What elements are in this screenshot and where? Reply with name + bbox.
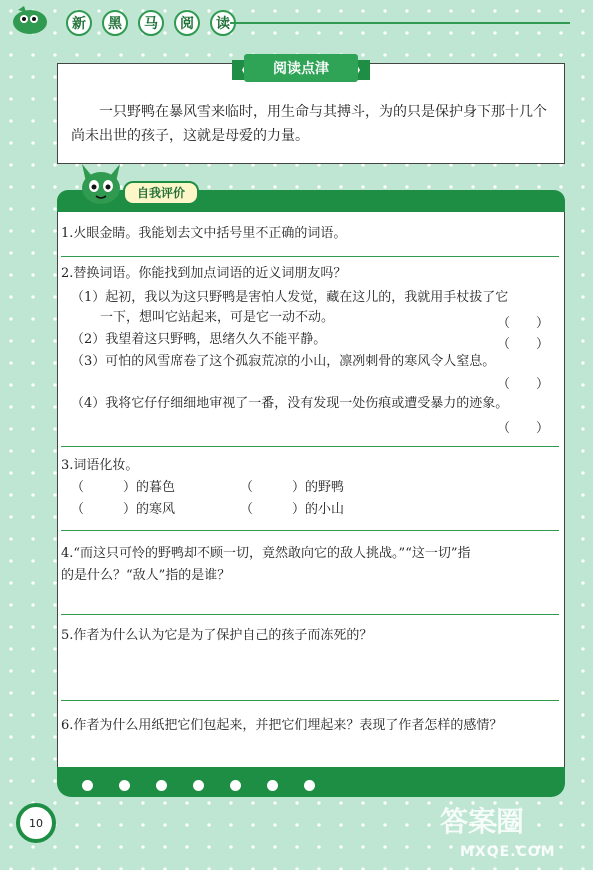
- question-5: 5.作者为什么认为它是为了保护自己的孩子而冻死的？: [61, 628, 373, 643]
- answer-line: [61, 446, 559, 447]
- question-2-item-1-line-2: 一下，想叫它站起来，可是它一动不动。: [100, 310, 335, 325]
- question-2-item-4: （4）我将它仔仔细细地审视了一番，没有发现一处伤痕或遭受暴力的迹象。: [71, 396, 509, 411]
- question-2-title: 2.替换词语。你能找到加点词语的近义词朋友吗？: [61, 266, 347, 281]
- answer-line: [61, 256, 559, 257]
- dot: [82, 780, 93, 791]
- series-title-char: 黑: [102, 10, 128, 36]
- question-4-line-2: 的是什么？“敌人”指的是谁？: [61, 568, 231, 583]
- question-1: 1.火眼金睛。我能划去文中括号里不正确的词语。: [61, 226, 347, 241]
- answer-line: [61, 530, 559, 531]
- cat-mascot-icon: [76, 160, 126, 206]
- answer-blank[interactable]: （ ）: [497, 377, 550, 392]
- reading-tips-text: 一只野鸭在暴风雪来临时，用生命与其搏斗，为的只是保护身下那十几个尚未出世的孩子，这就是母爱的力量。: [71, 104, 547, 144]
- watermark-text: 答案圈: [440, 805, 525, 838]
- series-title: [66, 10, 236, 36]
- question-3-title: 3.词语化妆。: [61, 458, 139, 473]
- answer-line[interactable]: [61, 614, 559, 615]
- dot: [304, 780, 315, 791]
- question-2-item-2: （2）我望着这只野鸭，思绪久久不能平静。: [71, 332, 327, 347]
- answer-blank[interactable]: （ ）: [497, 337, 550, 352]
- dot: [230, 780, 241, 791]
- question-2-item-1-line-1: （1）起初，我以为这只野鸭是害怕人发觉，藏在这儿的，我就用手杖拔了它: [71, 290, 509, 305]
- dot: [156, 780, 167, 791]
- header-rule: [230, 22, 570, 24]
- watermark-url: MXQE.COM: [460, 844, 556, 860]
- series-title-char: 阅: [174, 10, 200, 36]
- question-3-blank-b[interactable]: （ ）的野鸭: [240, 480, 345, 495]
- question-2-item-3: （3）可怕的风雪席卷了这个孤寂荒凉的小山，凛冽刺骨的寒风令人窒息。: [71, 354, 496, 369]
- horse-logo-icon: [10, 4, 50, 36]
- question-4-line-1: 4.“而这只可怜的野鸭却不顾一切，竟然敢向它的敌人挑战。”“这一切”指: [61, 546, 471, 561]
- series-title-char: 读: [210, 10, 236, 36]
- watermark-logo: [440, 800, 580, 864]
- question-3-blank-c[interactable]: （ ）的寒风: [71, 502, 176, 517]
- question-3-blank-d[interactable]: （ ）的小山: [240, 502, 345, 517]
- series-title-char: 马: [138, 10, 164, 36]
- self-eval-badge: 自我评价: [123, 181, 199, 205]
- answer-line[interactable]: [61, 700, 559, 701]
- dot: [193, 780, 204, 791]
- reading-tips-title: 阅读点津: [273, 61, 329, 77]
- decorative-dots: [82, 780, 315, 791]
- question-6: 6.作者为什么用纸把它们包起来，并把它们埋起来？表现了作者怎样的感情？: [61, 718, 503, 733]
- series-title-char: 新: [66, 10, 92, 36]
- dot: [119, 780, 130, 791]
- answer-blank[interactable]: （ ）: [497, 316, 550, 331]
- dot: [267, 780, 278, 791]
- page-header: [0, 0, 593, 42]
- answer-blank[interactable]: （ ）: [497, 421, 550, 436]
- page-number: 10: [16, 803, 56, 843]
- question-3-blank-a[interactable]: （ ）的暮色: [71, 480, 176, 495]
